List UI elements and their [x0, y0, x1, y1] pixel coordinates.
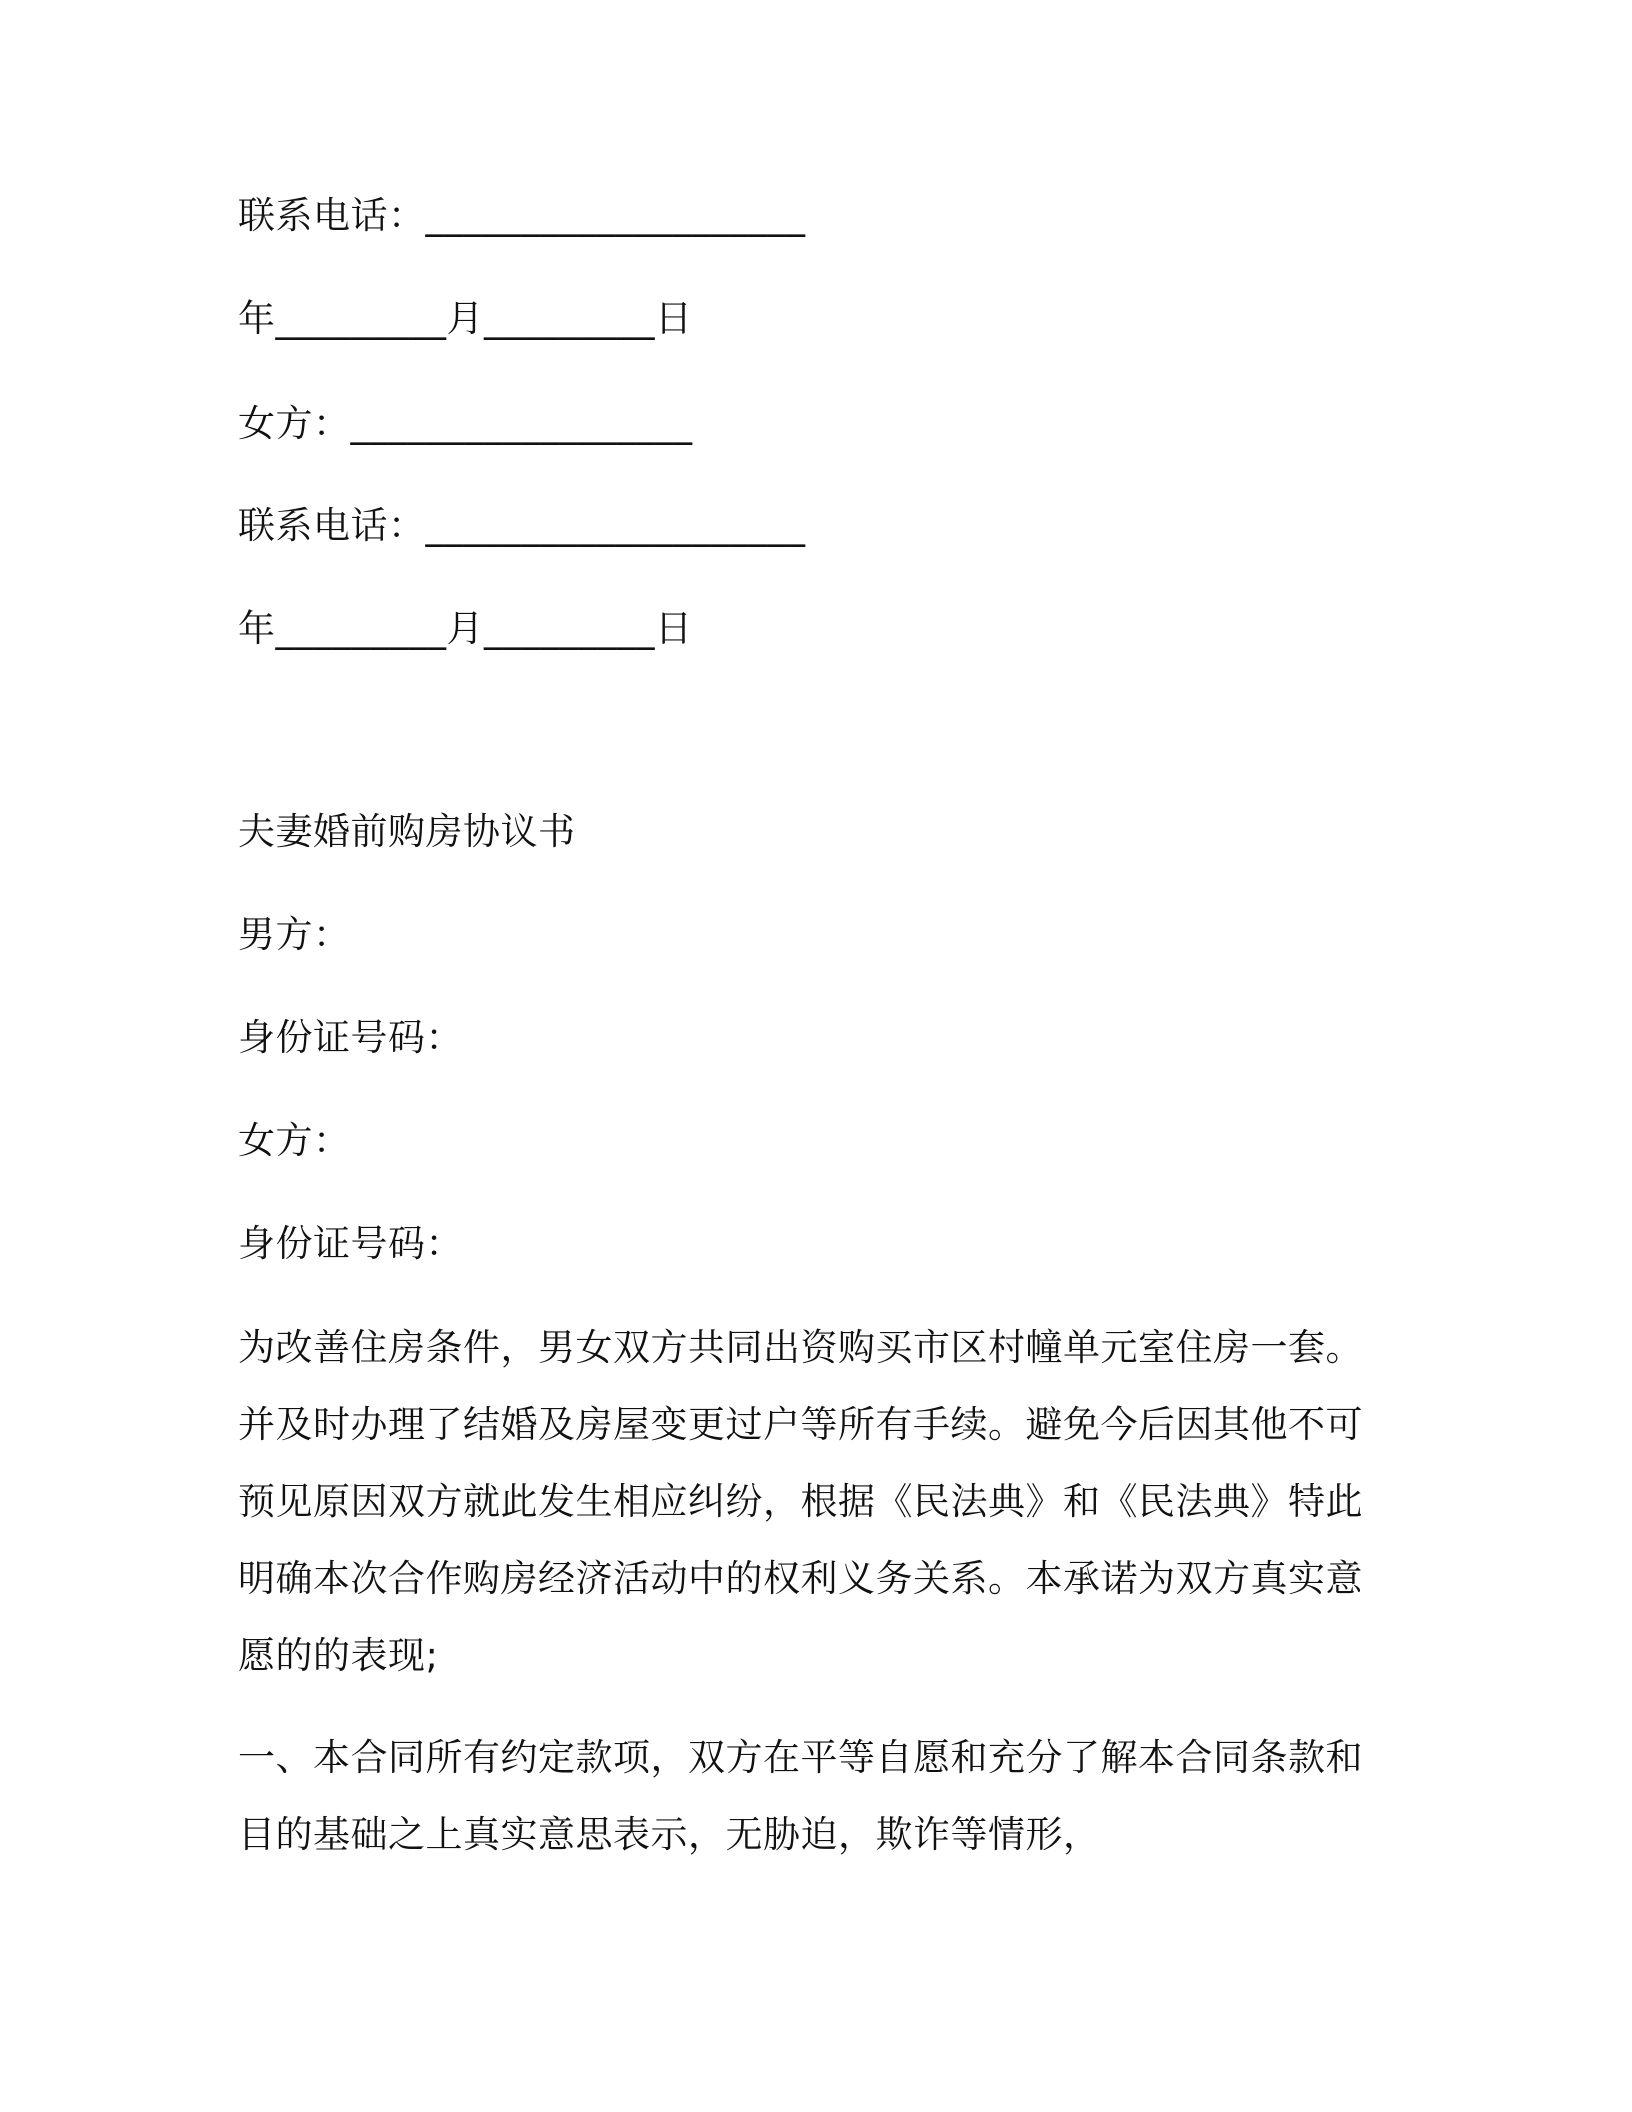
preamble-line: 为改善住房条件，男女双方共同出资购买市区村幢单元室住房一套。	[238, 1326, 1363, 1369]
date-line-2: 年_________月_________日	[238, 607, 693, 650]
clause-line: 目的基础之上真实意思表示，无胁迫，欺诈等情形，	[238, 1813, 1101, 1856]
female-signature-line: 女方：__________________	[238, 402, 693, 445]
contact-phone-line-2: 联系电话：____________________	[238, 504, 806, 547]
preamble-paragraph	[238, 1309, 1363, 1694]
female-id-label: 身份证号码：	[238, 1222, 463, 1265]
date-line-1: 年_________月_________日	[238, 297, 693, 340]
agreement-title: 夫妻婚前购房协议书	[238, 810, 576, 853]
preamble-line: 预见原因双方就此发生相应纠纷，根据《民法典》和《民法典》特此	[238, 1480, 1363, 1523]
contact-phone-line-1: 联系电话：____________________	[238, 194, 806, 237]
preamble-line: 明确本次合作购房经济活动中的权利义务关系。本承诺为双方真实意	[238, 1557, 1363, 1600]
female-label: 女方：	[238, 1119, 351, 1162]
male-id-label: 身份证号码：	[238, 1016, 463, 1059]
preamble-line: 并及时办理了结婚及房屋变更过户等所有手续。避免今后因其他不可	[238, 1403, 1363, 1446]
male-label: 男方：	[238, 913, 351, 956]
preamble-line: 愿的的表现;	[238, 1634, 439, 1677]
clause-line: 一、本合同所有约定款项，双方在平等自愿和充分了解本合同条款和	[238, 1736, 1363, 1779]
clause-1-paragraph	[238, 1719, 1363, 1873]
